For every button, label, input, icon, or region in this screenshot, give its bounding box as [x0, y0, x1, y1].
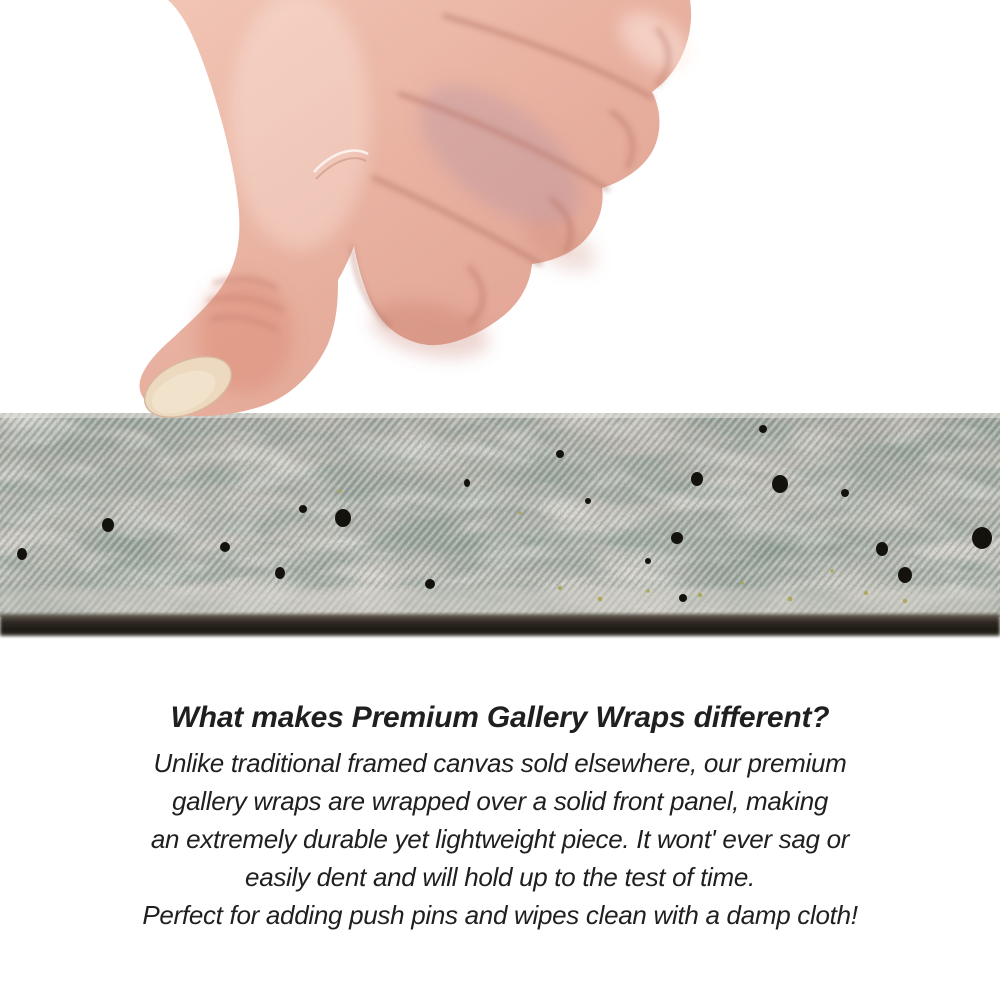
- panel-edge: [0, 614, 1000, 636]
- description-line-1: Unlike traditional framed canvas sold elsewhere, our premium: [153, 748, 847, 778]
- description-line-4: easily dent and will hold up to the test of time.: [245, 862, 755, 892]
- hand-pressing-graphic: [0, 0, 1000, 430]
- canvas-edge-strip: [0, 413, 1000, 653]
- description-block: [0, 701, 1000, 934]
- description-line-2: gallery wraps are wrapped over a solid front panel, making: [171, 786, 829, 816]
- headline: What makes Premium Gallery Wraps different?: [170, 701, 830, 734]
- description-line-3: an extremely durable yet lightweight piece. It wont' ever sag or: [150, 824, 850, 854]
- description-line-5: Perfect for adding push pins and wipes clean with a damp cloth!: [142, 900, 858, 930]
- canvas-fabric: [0, 413, 1000, 617]
